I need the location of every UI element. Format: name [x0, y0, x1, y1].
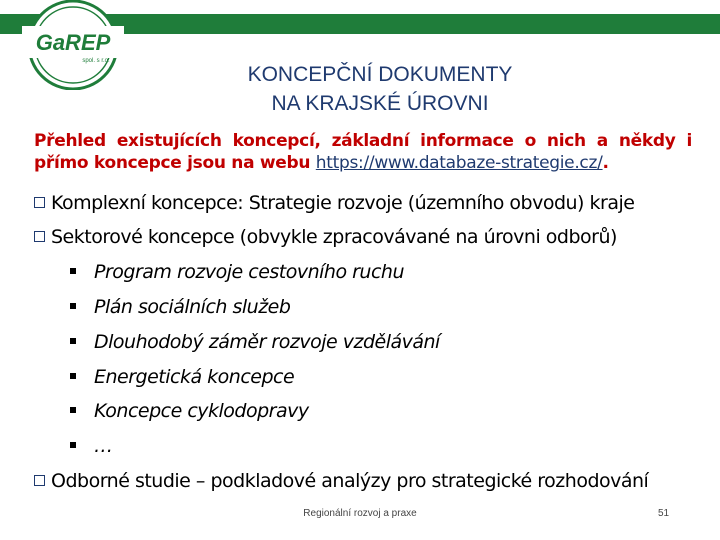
list-item-text: Sektorové koncepce (obvykle zpracovávané na úrovni odborů)	[51, 226, 617, 248]
sublist-item	[70, 366, 294, 394]
list-item-studies	[34, 470, 648, 498]
page-number: 51	[658, 508, 670, 519]
sublist-item-text: Program rozvoje cestovního ruchu	[94, 261, 405, 283]
square-bullet-icon	[70, 338, 76, 344]
sublist-item-text: Dlouhodobý záměr rozvoje vzdělávání	[94, 331, 440, 353]
square-bullet-icon	[70, 303, 76, 309]
footer-text: Regionální rozvoj a praxe	[303, 508, 417, 519]
list-item-text: Komplexní koncepce: Strategie rozvoje (územního obvodu) kraje	[51, 192, 635, 214]
sublist-item-text: …	[94, 435, 113, 457]
square-bullet-icon	[70, 268, 76, 274]
square-bullet-icon	[70, 407, 76, 413]
intro-text: Přehled existujících koncepcí, základní informace o nich a někdy i přímo koncepce jsou na webu	[34, 131, 692, 173]
sublist-item	[70, 296, 290, 324]
sublist-item-text: Plán sociálních služeb	[94, 296, 291, 318]
sublist-item-text: Energetická koncepce	[94, 366, 295, 388]
intro-paragraph	[34, 130, 692, 174]
database-link[interactable]: https://www.databaze-strategie.cz/	[315, 153, 603, 173]
sublist-item	[70, 331, 440, 359]
title-line-2: NA KRAJSKÉ ÚROVNI	[271, 92, 489, 115]
square-bullet-icon	[70, 373, 76, 379]
sublist-item	[70, 261, 404, 289]
sublist-item	[70, 400, 309, 428]
checkbox-bullet-icon	[34, 475, 45, 486]
checkbox-bullet-icon	[34, 197, 45, 208]
sublist-item-text: Koncepce cyklodopravy	[94, 400, 309, 422]
list-item-sectoral	[34, 226, 617, 254]
svg-text:spol. s r.o.: spol. s r.o.	[82, 58, 110, 64]
page-title	[160, 60, 600, 118]
list-item-comprehensive	[34, 192, 634, 220]
square-bullet-icon	[70, 442, 76, 448]
title-line-1: KONCEPČNÍ DOKUMENTY	[247, 63, 513, 86]
list-item-text: Odborné studie – podkladové analýzy pro strategické rozhodování	[51, 470, 649, 492]
checkbox-bullet-icon	[34, 231, 45, 242]
sublist-item	[70, 435, 113, 463]
intro-end: .	[602, 153, 609, 173]
svg-text:GaREP: GaREP	[35, 30, 111, 55]
garep-logo	[14, 0, 132, 90]
